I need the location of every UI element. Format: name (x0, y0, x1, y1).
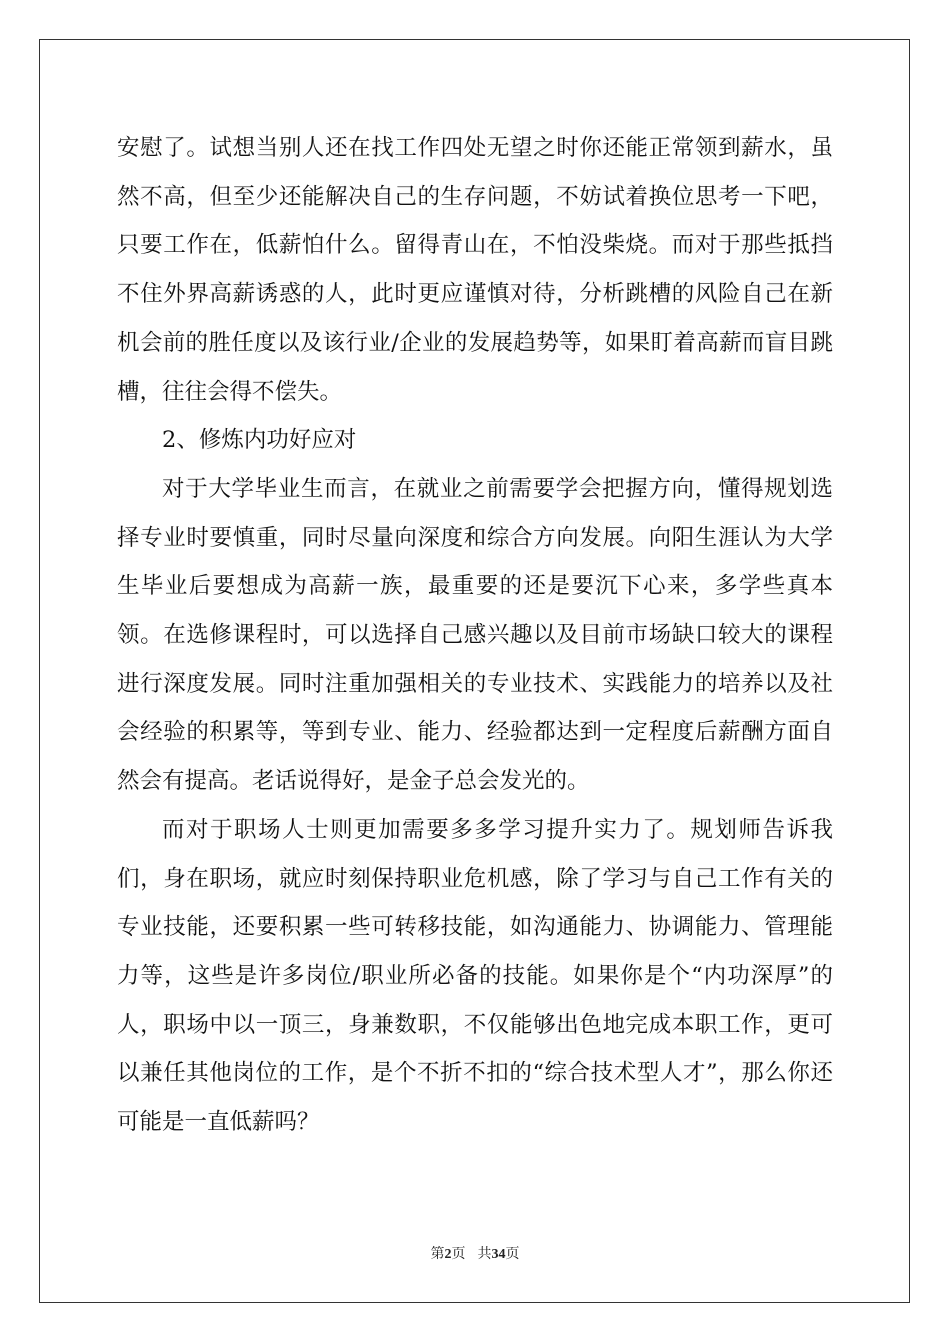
paragraph-continuation: 安慰了。试想当别人还在找工作四处无望之时你还能正常领到薪水，虽然不高，但至少还能解决自己的生存问题，不妨试着换位思考一下吧，只要工作在，低薪怕什么。留得青山在，不怕没柴烧。而对于那些抵挡不住外界高薪诱惑的人，此时更应谨慎对待，分析跳槽的风险自己在新机会前的胜任度以及该行业/企业的发展趋势等，如果盯着高薪而盲目跳槽，往往会得不偿失。 (117, 135, 833, 405)
page-prefix: 第 (430, 1247, 445, 1262)
total-prefix: 共 (477, 1247, 492, 1262)
page-footer (0, 1243, 950, 1263)
page-number: 2 (444, 1247, 452, 1262)
total-pages: 34 (491, 1247, 506, 1262)
section-heading: 2、修炼内功好应对 (162, 427, 357, 454)
paragraph-professionals: 而对于职场人士则更加需要多多学习提升实力了。规划师告诉我们，身在职场，就应时刻保持职业危机感，除了学习与自己工作有关的专业技能，还要积累一些可转移技能，如沟通能力、协调能力、管理能力等，这些是许多岗位/职业所必备的技能。如果你是个“内功深厚”的人，职场中以一顶三，身兼数职，不仅能够出色地完成本职工作，更可以兼任其他岗位的工作，是个不折不扣的“综合技术型人才”，那么你还可能是一直低薪吗？ (117, 816, 833, 1136)
page-suffix: 页 (451, 1247, 466, 1262)
document-body (117, 124, 833, 1147)
paragraph-graduates: 对于大学毕业生而言，在就业之前需要学会把握方向，懂得规划选择专业时要慎重，同时尽量向深度和综合方向发展。向阳生涯认为大学生毕业后要想成为高薪一族，最重要的还是要沉下心来，多学些真本领。在选修课程时，可以选择自己感兴趣以及目前市场缺口较大的课程进行深度发展。同时注重加强相关的专业技术、实践能力的培养以及社会经验的积累等，等到专业、能力、经验都达到一定程度后薪酬方面自然会有提高。老话说得好，是金子总会发光的。 (117, 475, 833, 795)
total-suffix: 页 (505, 1247, 520, 1262)
